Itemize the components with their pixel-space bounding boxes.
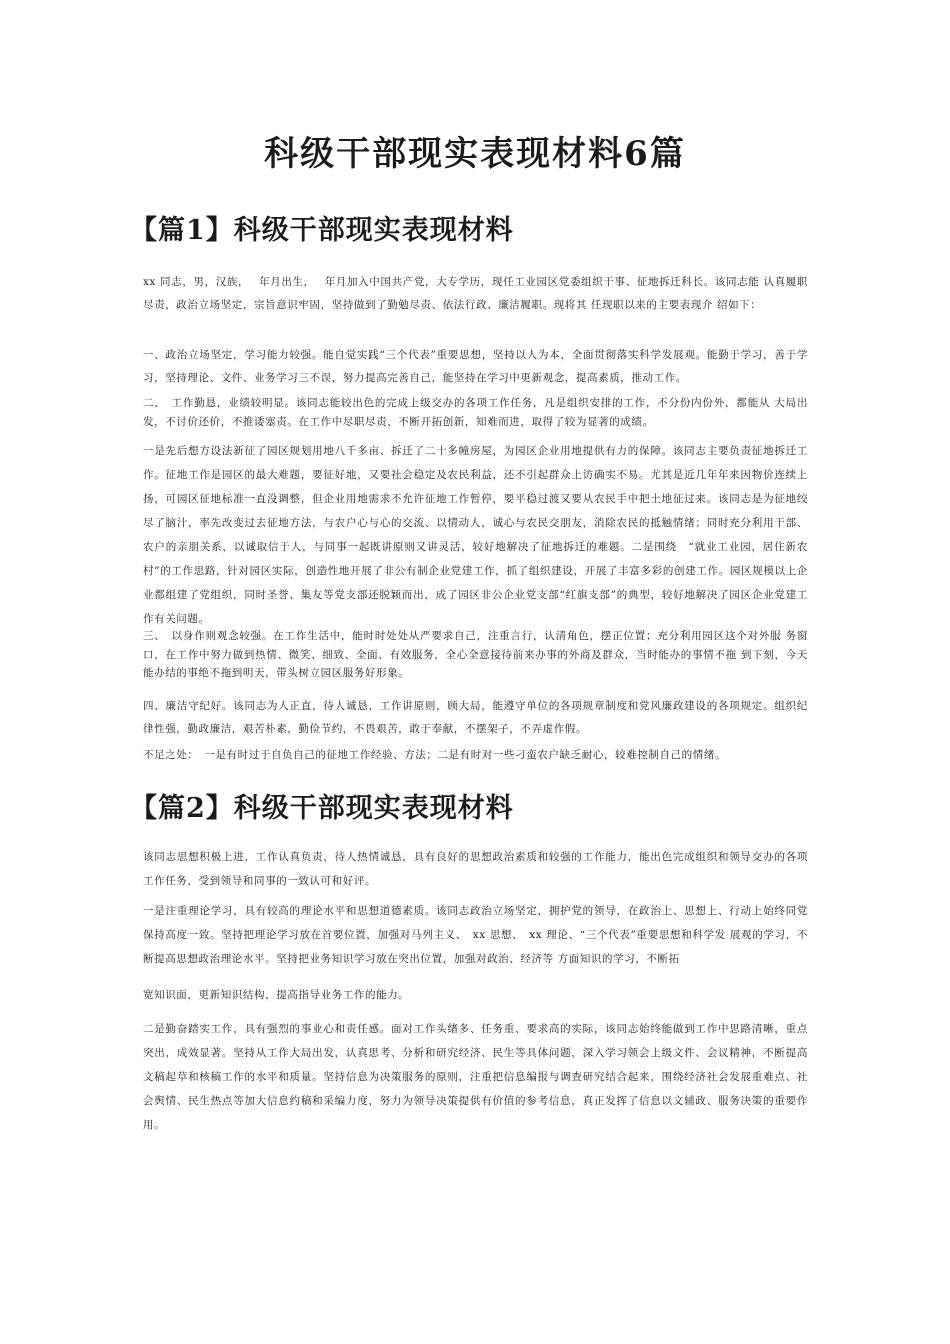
section-2-paragraph-theory-cont: 宽知识面，更新知识结构，提高指导业务工作的能力。 [143, 989, 410, 1001]
section-1-paragraph-example: 三、 以身作则观念较强。在工作生活中，能时时处处从严要求自己，注重言行，认清角色，摆正位置；充分利用园区这个对外服 务窗口，在工作中努力做到热情、微笑、细致、全面、有效服务，全心全意接待前来办事的外商及群众，当时能办的事情不拖 到下刻，今天能办结的事绝不拖到明天，带头树立园区服务好形象。 [143, 630, 808, 679]
section-1-paragraph-politics: 一、政治立场坚定，学习能力较强。能自觉实践“三个代表”重要思想，坚持以人为本，全面贯彻落实科学发展观。能勤于学习，善于学习，坚持理论、文件、业务学习三不误，努力提高完善自己，能坚持在学习中更新观念，提高素质，推动工作。 [143, 349, 808, 384]
section-2-heading: 【篇2】科级干部现实表现材料 [130, 793, 514, 824]
section-1-paragraph-achievements: 一是先后想方设法新征了园区规划用地八千多亩、拆迁了二十多幢房屋，为园区企业用地提供有力的保障。该同志主要负责征地拆迁工作。征地工作是园区的最大难题，要征好地，又要社会稳定及农民利益，还不引起群众上访确实不易。尤其是近几年年来因物价连续上扬，可园区征地标准一直没调整，但企业用地需求不允许征地工作暂停，要平稳过渡又要从农民手中把土地征过来。该同志是为征地绞尽了脑汁，率先改变过去征地方法，与农户心与心的交流、以情动人，诚心与农民交朋友，消除农民的抵触情绪；同时充分利用干部、农户的亲朋关系，以诚取信于人，与同事一起既讲原则又讲灵活，较好地解决了征地拆迁的难题。二是围绕 “就业工业园，居住新农村”的工作思路，针对园区实际，创造性地开展了非公有制企业党建工作，抓了组织建设，开展了丰富多彩的创建工作。园区规模以上企业都组建了党组织，同时圣誉、集友等党支部还脱颖而出，成了园区非公企业党支部“红旗支部”的典型，较好地解决了园区企业党建工作有关问题。 [143, 445, 808, 625]
section-1-paragraph-work: 二、 工作勤恳，业绩较明显。该同志能较出色的完成上级交办的各项工作任务，凡是组织安排的工作，不分份内份外，都能从 大局出发，不讨价还价，不推诿塞责。在工作中尽职尽责，不断开拓创新，知难而进，取得了较为显著的成绩。 [143, 397, 808, 428]
section-1-paragraph-integrity: 四、廉洁守纪好。该同志为人正直，待人诚恳，工作讲原则，顾大局，能遵守单位的各项规章制度和党风廉政建设的各项规定。组织纪律性强，勤政廉洁，艰苦朴素，勤俭节约，不畏艰苦，敢于奉献，不摆架子，不弄虚作假。 [143, 700, 808, 735]
section-2-paragraph-diligence: 二是勤奋踏实工作，具有强烈的事业心和责任感。面对工作头绪多、任务重、要求高的实际，该同志始终能做到工作中思路清晰，重点突出，成效显著。坚持从工作大局出发，认真思考、分析和研究经济、民生等具体问题，深入学习领会上级文件、会议精神，不断提高文稿起草和核稿工作的水平和质量。坚持信息为决策服务的原则，注重把信息编报与调查研究结合起来，围绕经济社会发展重难点、社会舆情、民生热点等加大信息约稿和采编力度，努力为领导决策提供有价值的参考信息，真正发挥了信息以文辅政、服务决策的重要作用。 [143, 1023, 808, 1131]
section-2-paragraph-theory: 一是注重理论学习，具有较高的理论水平和思想道德素质。该同志政治立场坚定，拥护党的领导，在政治上、思想上、行动上始终同党保持高度一致。坚持把理论学习放在首要位置，加强对马列主义、 xx 思想、 xx 理论、“三个代表”重要思想和科学发 展观的学习，不断提高思想政治理论水平。坚持把业务知识学习放在突出位置，加强对政治、经济等 方面知识的学习，不断拓 [143, 905, 808, 965]
section-2-paragraph-intro: 该同志思想积极上进，工作认真负责，待人热情诚恳，具有良好的思想政治素质和较强的工作能力，能出色完成组织和领导交办的各项工作任务，受到领导和同事的一致认可和好评。 [143, 851, 808, 887]
section-1-heading: 【篇1】科级干部现实表现材料 [130, 215, 514, 246]
section-1-paragraph-intro: xx 同志，男，汉族， 年月出生， 年月加入中国共产党，大专学历，现任工业园区党委组织干事、征地拆迁科长。该同志能 认真履职尽责，政治立场坚定，宗旨意识牢固，坚持做到了勤勉尽责、依法行政、廉洁履职。现将其 任现职以来的主要表现介 绍如下： [143, 276, 808, 311]
document-title: 科级干部现实表现材料6篇 [264, 134, 686, 174]
section-1-paragraph-shortcomings: 不足之处： 一是有时过于自负自己的征地工作经验、方法；二是有时对一些刁蛮农户缺乏耐心，较难控制自己的情绪。 [143, 749, 727, 761]
